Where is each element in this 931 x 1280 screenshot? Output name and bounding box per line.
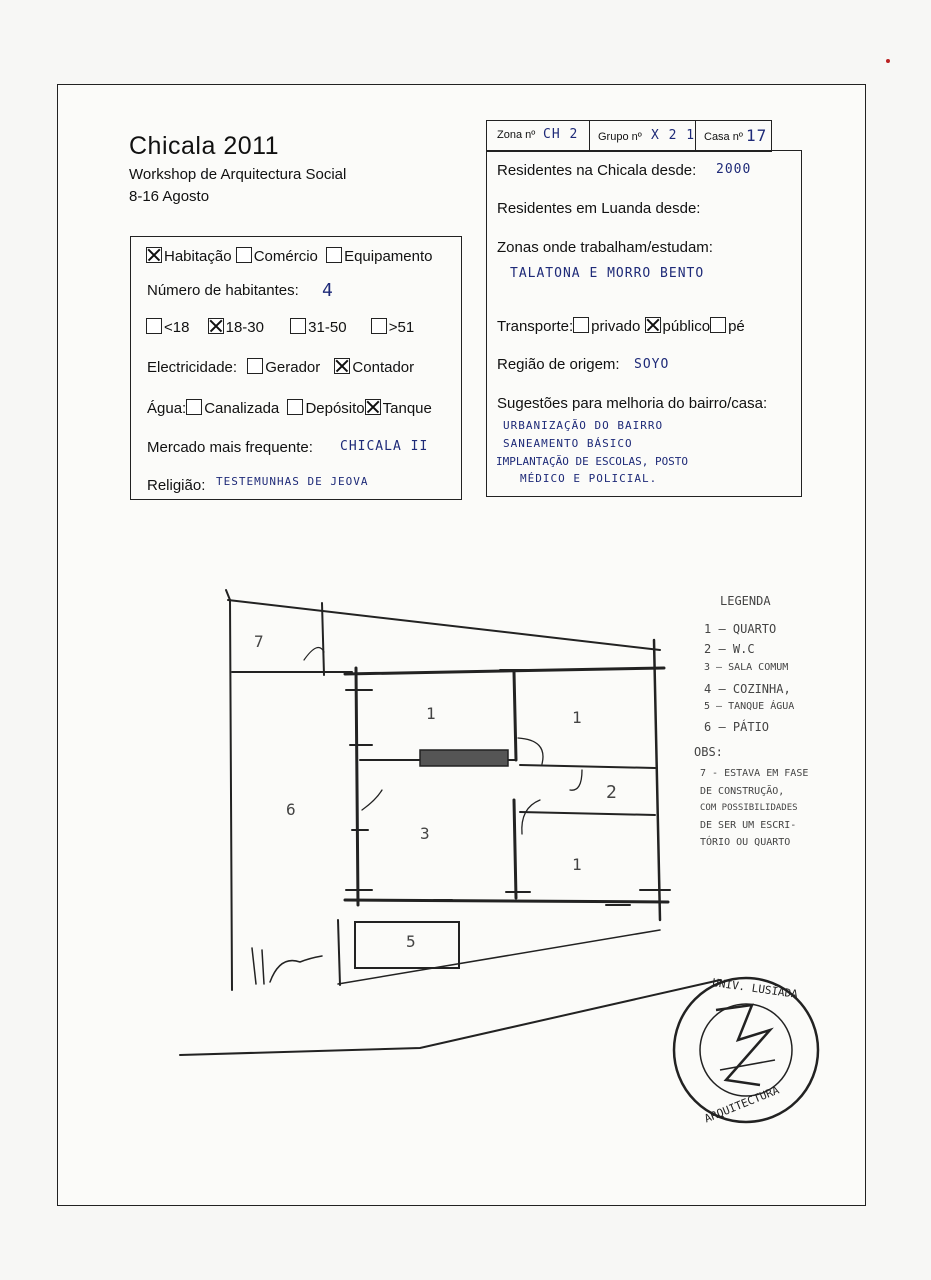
- residents-chicala-label: Residentes na Chicala desde:: [497, 162, 697, 179]
- page-dates: 8-16 Agosto: [129, 188, 210, 205]
- suggestion-line: URBANIZAÇÃO DO BAIRRO: [503, 419, 664, 432]
- legend-obs-line: DE SER UM ESCRI-: [700, 820, 797, 831]
- suggestion-line: MÉDICO E POLICIAL.: [520, 472, 658, 485]
- origin-label: Região de origem:: [497, 356, 620, 373]
- plan-label-room1: 1: [426, 704, 436, 723]
- origin-value: SOYO: [634, 357, 670, 372]
- legend-item: 6 — PÁTIO: [704, 720, 770, 734]
- plan-label-room1: 1: [572, 855, 582, 874]
- stamp-bottom-text: ARQUITECTURA: [702, 1083, 782, 1126]
- zona-label: Zona nº: [497, 129, 536, 141]
- suggestion-line: SANEAMENTO BÁSICO: [503, 437, 633, 450]
- casa-label: Casa nº: [704, 131, 743, 143]
- legend-obs-label: OBS:: [694, 745, 723, 759]
- transport-row: Transporte: privado público pé: [497, 318, 745, 335]
- plan-label-room1: 1: [572, 708, 582, 727]
- grupo-value: X 2 1: [651, 128, 696, 143]
- suggestions-label: Sugestões para melhoria do bairro/casa:: [497, 395, 768, 412]
- stamp-top-text: UNIV. LUSÍADA: [711, 976, 799, 1001]
- suggestion-line: IMPLANTAÇÃO DE ESCOLAS, POSTO: [496, 455, 689, 468]
- legend-item: 2 — W.C: [704, 642, 755, 656]
- water-row: Água: Canalizada Depósito Tanque: [147, 400, 432, 417]
- religion-value: TESTEMUNHAS DE JEOVA: [216, 475, 369, 488]
- inhabitants-label: Número de habitantes:: [147, 282, 299, 299]
- page-title: Chicala 2011: [129, 132, 280, 160]
- legend-obs-line: COM POSSIBILIDADES: [700, 803, 798, 813]
- type-row: Habitação Comércio Equipamento: [146, 247, 432, 265]
- page-subtitle: Workshop de Arquitectura Social: [129, 166, 347, 183]
- legend-item: 1 — QUARTO: [704, 622, 777, 636]
- legend-item: 5 — TANQUE ÁGUA: [704, 701, 795, 712]
- casa-value: 17: [746, 126, 768, 145]
- legend-obs-line: 7 - ESTAVA EM FASE: [700, 768, 809, 779]
- electricity-row: Electricidade: Gerador Contador: [147, 359, 415, 376]
- plan-label-room3: 3: [420, 824, 430, 843]
- legend-item: 4 — COZINHA,: [704, 682, 791, 696]
- plan-label-room6: 6: [286, 800, 296, 819]
- grupo-label: Grupo nº: [598, 131, 642, 143]
- legend-title: LEGENDA: [720, 594, 771, 608]
- residents-chicala-value: 2000: [716, 162, 752, 177]
- plan-label-room2: 2: [606, 782, 617, 803]
- age-row: <18 18-30 31-50 >51: [146, 318, 414, 336]
- plan-label-room7: 7: [254, 632, 264, 651]
- zona-value: CH 2: [543, 127, 579, 142]
- residents-luanda-label: Residentes em Luanda desde:: [497, 200, 701, 217]
- legend-obs-line: DE CONSTRUÇÃO,: [700, 786, 785, 797]
- inhabitants-value: 4: [322, 280, 334, 301]
- legend-obs-line: TÓRIO OU QUARTO: [700, 837, 791, 848]
- legend-item: 3 — SALA COMUM: [704, 662, 789, 673]
- zones-label: Zonas onde trabalham/estudam:: [497, 239, 713, 256]
- market-label: Mercado mais frequente:: [147, 439, 313, 456]
- market-value: CHICALA II: [340, 439, 429, 454]
- plan-label-room5: 5: [406, 932, 416, 951]
- zones-value: TALATONA E MORRO BENTO: [510, 266, 705, 281]
- religion-label: Religião:: [147, 477, 206, 494]
